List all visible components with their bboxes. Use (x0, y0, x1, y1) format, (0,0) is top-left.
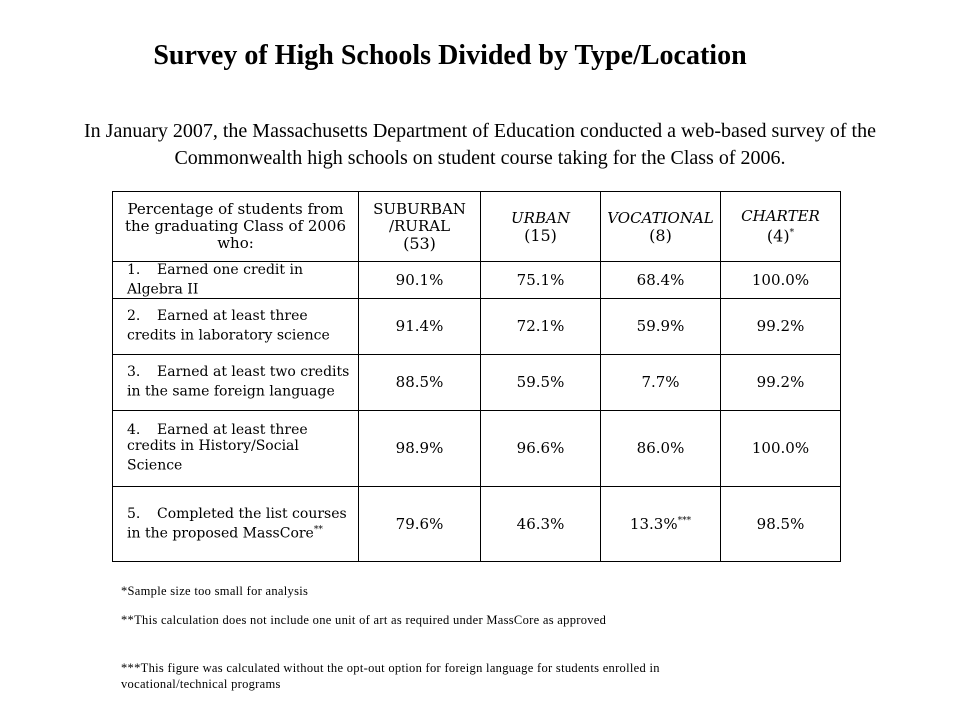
table-row (113, 262, 841, 299)
value-suburban (359, 486, 481, 561)
footnote-opt-out: ***This figure was calculated without the opt-out option for foreign language for students enrolled in vocational/technical programs (121, 661, 660, 691)
value-urban (481, 298, 601, 354)
row-label: Earned one credit in Algebra II (127, 262, 303, 298)
value-vocational (601, 486, 721, 561)
value-mark: *** (677, 515, 692, 526)
value-charter (721, 354, 841, 410)
header-urban (481, 192, 601, 262)
row-number: 1. (127, 262, 141, 278)
table-row (113, 410, 841, 486)
row-label-cell (113, 486, 359, 561)
value-vocational (601, 410, 721, 486)
value-text: 72.1% (516, 317, 565, 336)
row-number: 3. (127, 364, 141, 381)
value-text: 13.3% (629, 514, 678, 533)
value-text: 98.5% (756, 514, 805, 533)
row-number: 4. (127, 422, 141, 439)
footnote-art-unit: **This calculation does not include one unit of art as required under MassCore as approved (121, 613, 607, 627)
value-text: 86.0% (636, 439, 685, 458)
value-vocational (601, 354, 721, 410)
header-vocational (601, 192, 721, 262)
row-label: Earned at least three credits in laboratory science (127, 308, 330, 344)
row-label: Earned at least three credits in History/Social Science (127, 422, 308, 474)
header-charter-name: CHARTER (741, 207, 820, 226)
row-label: Earned at least two credits in the same foreign language (127, 364, 350, 400)
header-description: Percentage of students from the graduating Class of 2006 who: (113, 192, 359, 262)
table-header-row (113, 192, 841, 262)
value-text: 75.1% (516, 270, 565, 289)
footnote-sample-size: *Sample size too small for analysis (121, 584, 309, 598)
row-label-mark: ** (313, 524, 323, 535)
row-label-cell (113, 298, 359, 354)
header-urban-count: (15) (524, 225, 557, 245)
header-vocational-count: (8) (649, 225, 672, 245)
header-vocational-name: VOCATIONAL (607, 208, 714, 227)
value-text: 100.0% (751, 270, 810, 289)
page-title: Survey of High Schools Divided by Type/Location (153, 40, 747, 71)
survey-table (112, 191, 841, 562)
value-suburban (359, 410, 481, 486)
value-text: 98.9% (395, 439, 444, 458)
value-suburban (359, 354, 481, 410)
row-label-cell (113, 354, 359, 410)
value-urban (481, 262, 601, 299)
value-charter (721, 486, 841, 561)
table-row (113, 298, 841, 354)
intro-paragraph: In January 2007, the Massachusetts Department of Education conducted a web-based survey of the Commonwealth high schools on student course taking for the Class of 2006. (84, 120, 876, 169)
value-text: 100.0% (751, 439, 810, 458)
value-text: 90.1% (395, 270, 444, 289)
header-charter (721, 192, 841, 262)
value-text: 59.5% (516, 373, 565, 392)
value-suburban (359, 298, 481, 354)
row-label-cell (113, 262, 359, 299)
table-row (113, 486, 841, 561)
value-text: 91.4% (395, 317, 444, 336)
row-label-cell (113, 410, 359, 486)
value-vocational (601, 262, 721, 299)
value-text: 59.9% (636, 317, 685, 336)
value-text: 7.7% (641, 373, 680, 392)
header-suburban-name: SUBURBAN /RURAL (373, 200, 466, 235)
header-suburban-count: (53) (403, 234, 436, 253)
value-vocational (601, 298, 721, 354)
value-urban (481, 354, 601, 410)
row-number: 2. (127, 308, 141, 325)
header-urban-name: URBAN (511, 208, 570, 227)
value-charter (721, 298, 841, 354)
row-number: 5. (127, 505, 141, 522)
row-label: Completed the list courses in the proposed MassCore (127, 505, 347, 542)
value-text: 99.2% (756, 317, 805, 336)
value-charter (721, 262, 841, 299)
value-suburban (359, 262, 481, 299)
header-charter-mark: * (789, 228, 795, 239)
value-text: 79.6% (395, 514, 444, 533)
value-urban (481, 410, 601, 486)
header-charter-count-line (725, 225, 836, 244)
header-suburban (359, 192, 481, 262)
value-charter (721, 410, 841, 486)
value-text: 96.6% (516, 439, 565, 458)
value-text: 68.4% (636, 270, 685, 289)
value-text: 99.2% (756, 373, 805, 392)
value-urban (481, 486, 601, 561)
value-text: 88.5% (395, 373, 444, 392)
value-text: 46.3% (516, 514, 565, 533)
header-charter-count: (4) (766, 226, 790, 246)
table-row (113, 354, 841, 410)
